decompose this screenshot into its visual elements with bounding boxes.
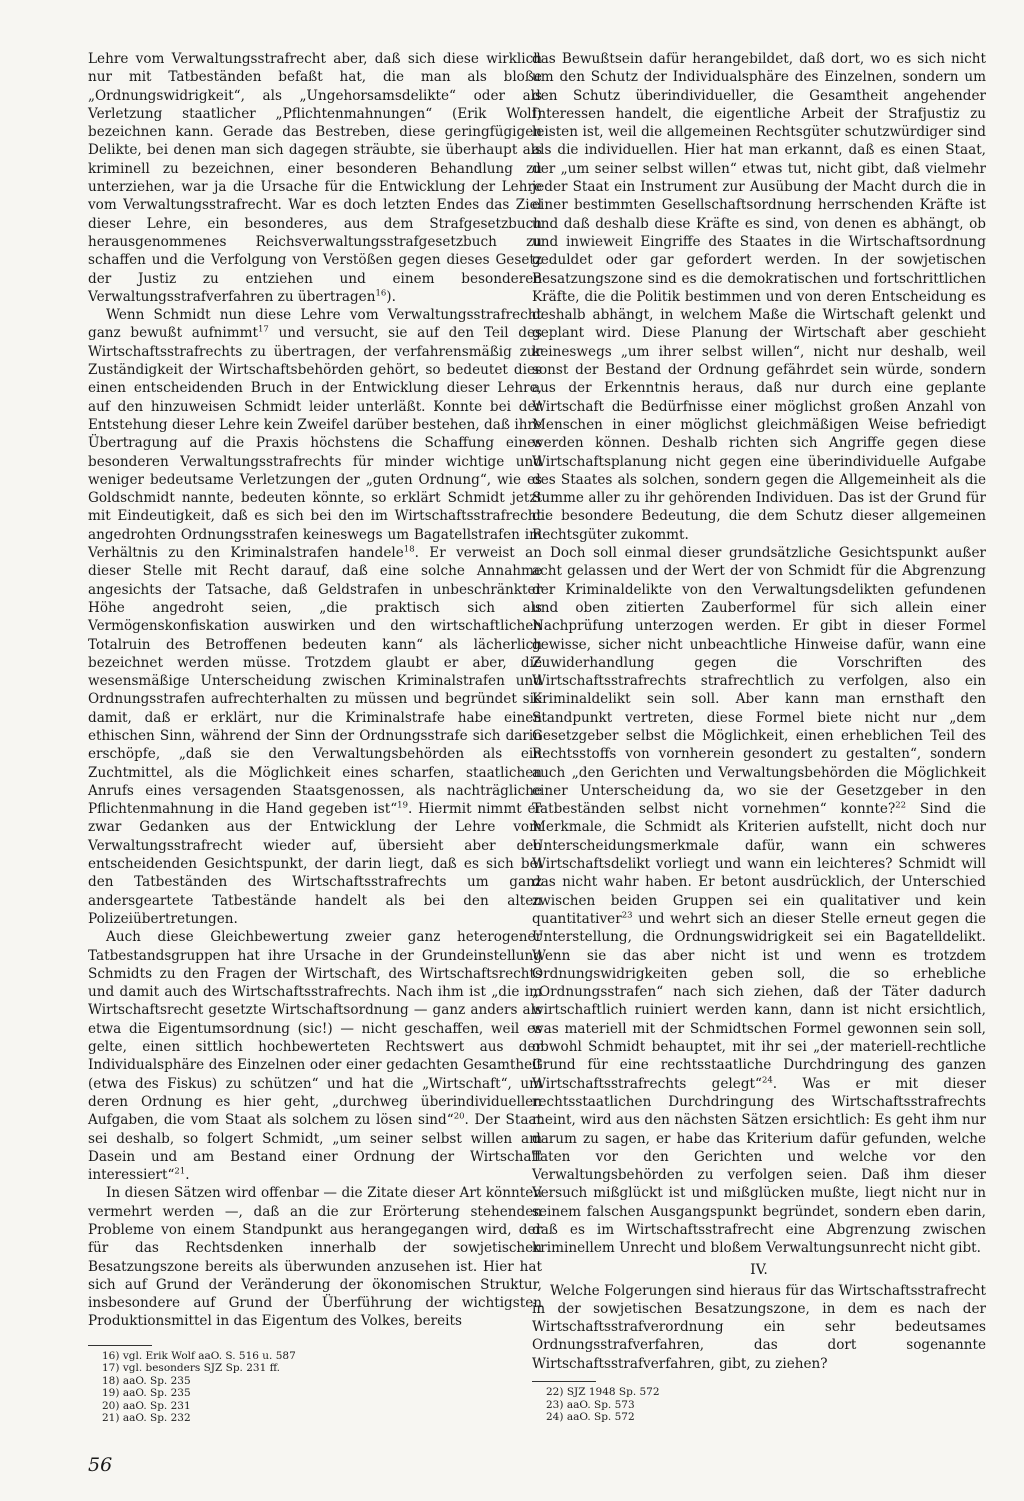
footnote-marker: 16 — [375, 288, 387, 299]
paragraph-text: . Was er mit dieser rechtsstaatlichen Durchdringung des Wirtschaftsstrafrechts meint, wird aus den nächsten Sätzen ersichtlich: Es geht ihm nur darum zu sagen, er habe das Kriterium dafür gefunden, welche Taten vor den Gerichten und welche vor den Verwaltungsbehörden zu verfolgen seien. Daß ihm dieser Versuch mißglückt ist und mißglücken mußte, liegt nicht nur in seinem falschen Ausgangspunkt begründet, sondern eben darin, daß es im Wirtschaftsstrafrecht eine Abgrenzung zwischen kriminellem Unrecht und bloßem Verwaltungsunrecht nicht gibt. — [532, 1075, 986, 1257]
paragraph-text: und wehrt sich an dieser Stelle erneut gegen die Unterstellung, die Ordnungswidrigkeit sei ein Bagatelldelikt. Wenn sie das aber nicht ist und wenn es trotzdem Ordnungswidrigkeiten geben soll, die so erhebliche „Ordnungsstrafen“ nach sich ziehen, daß der Täter dadurch wirtschaftlich ruiniert werden kann, dann ist nicht ersichtlich, was materiell mit der Schmidtschen Formel gewonnen sein soll, obwohl Schmidt behauptet, mit ihr sei „der materiell-rechtliche Grund für eine rechtsstaatliche Durchdringung des ganzen Wirtschaftsstrafrechts gelegt“ — [532, 910, 986, 1092]
paragraph-text: Wenn Schmidt nun diese Lehre vom Verwaltungsstrafrecht ganz bewußt aufnimmt — [88, 307, 542, 342]
footnote-number: 20) — [102, 1399, 120, 1412]
paragraph — [88, 306, 542, 928]
footnote-marker: 20 — [453, 1111, 465, 1122]
paragraph-text: Auch diese Gleichbewertung zweier ganz heterogener Tatbestandsgruppen hat ihre Ursache in der Grundeinstellung Schmidts zu den Fragen der Wirtschaft, des Wirtschaftsrechts und damit auch des Wirtschaftsstrafrechts. Nach ihm ist „die im Wirtschaftsrecht gesetzte Wirtschaftsordnung — ganz anders als etwa die Eigentumsordnung (sic!) — nicht geschaffen, weil es gelte, einen sittlich hochbewerteten Rechtswert aus der Individualsphäre des Einzelnen oder einer gedachten Gesamtheit (etwa des Fiskus) zu schützen“ und hat die „Wirtschaft“, um deren Ordnung es hier geht, „durchweg überindividuellen Aufgaben, die vom Staat als solchem zu lösen sind“ — [88, 929, 542, 1129]
paragraph — [88, 928, 542, 1184]
footnote-text: aaO. Sp. 235 — [122, 1374, 191, 1387]
footnote-number: 21) — [102, 1412, 120, 1425]
footnote-text: aaO. Sp. 572 — [566, 1411, 635, 1424]
footnote-number: 24) — [546, 1411, 564, 1424]
right-body — [532, 50, 986, 1258]
paragraph-text: . — [185, 1167, 190, 1184]
paragraph-text: . Er verweist an dieser Stelle mit Recht darauf, daß eine solche Annahme angesichts der Tatsache, daß Geldstrafen in unbeschränkter Höhe angedroht seien, „die praktisch sich als Vermögenskonfiskation auswirken und den wirtschaftlichen Totalruin des Betroffenen bedeuten kann“ als lächerlich bezeichnet werden müsse. Trotzdem glaubt er aber, die wesensmäßige Unterscheidung zwischen Kriminalstrafen und Ordnungsstrafen aufrechterhalten zu müssen und begründet sie damit, daß er erklärt, nur die Kriminalstrafe habe einen ethischen Sinn, während der Sinn der Ordnungsstrafe sich darin erschöpfe, „daß sie den Verwaltungsbehörden als ein Zuchtmittel, als die Möglichkeit eines scharfen, staatlichen Anrufs eines versagenden Staatsgenossen, als nachträgliche Pflichtenmahnung in die Hand gegeben ist“ — [88, 545, 542, 818]
footnote-text: aaO. Sp. 232 — [122, 1412, 191, 1425]
right-column — [532, 50, 986, 1424]
footnote-text: aaO. Sp. 235 — [122, 1387, 191, 1400]
footnote — [88, 1412, 542, 1425]
paragraph — [88, 50, 542, 306]
paragraph-text: ). — [386, 288, 396, 305]
footnote-marker: 18 — [403, 544, 415, 555]
paragraph — [532, 544, 986, 1258]
paragraph-text: In diesen Sätzen wird offenbar — die Zitate dieser Art könnten vermehrt werden —, daß an die zur Erörterung stehenden Probleme von einem Standpunkt aus herangegangen wird, der für das Rechtsdenken innerhalb der sowjetischen Besatzungszone bereits als überwunden anzusehen ist. Hier hat sich auf Grund der Veränderung der ökonomischen Struktur, insbesondere auf Grund der Überführung der wichtigsten Produktionsmittel in das Eigentum des Volkes, bereits — [88, 1185, 542, 1330]
footnote-number: 19) — [102, 1387, 120, 1400]
footnote-rule — [532, 1381, 596, 1382]
paragraph-text: . Der Staat sei deshalb, so folgert Schmidt, „um seiner selbst willen am Dasein und am Bestand einer Ordnung der Wirtschaft interessiert“ — [88, 1112, 542, 1184]
paragraph-text: das Bewußtsein dafür herangebildet, daß dort, wo es sich nicht um den Schutz der Individualsphäre des Einzelnen, sondern um den Schutz überindividueller, die Gesamtheit angehender Interessen handelt, die eigentliche Arbeit der Strafjustiz zu leisten ist, weil die allgemeinen Rechtsgüter schutzwürdiger sind als die individuellen. Hier hat man erkannt, daß es einen Staat, der „um seiner selbst willen“ etwas tut, nicht gibt, daß vielmehr jeder Staat ein Instrument zur Ausübung der Macht durch die in einer bestimmten Gesellschaftsordnung herrschenden Kräfte ist und daß deshalb diese Kräfte es sind, von denen es abhängt, ob und inwieweit Eingriffe des Staates in die Wirtschaftsordnung geduldet oder gar gefordert werden. In der sowjetischen Besatzungszone sind es die demokratischen und fortschrittlichen Kräfte, die die Politik bestimmen und von deren Entscheidung es deshalb abhängt, in welchem Maße die Wirtschaft gelenkt und geplant wird. Diese Planung der Wirtschaft aber geschieht keineswegs „um ihrer selbst willen“, nicht nur deshalb, weil sonst der Bestand der Ordnung gefährdet sein würde, sondern aus der Erkenntnis heraus, daß nur durch eine geplante Wirtschaft die Bedürfnisse einer möglichst großen Anzahl von Menschen in einer möglichst gleichmäßigen Weise befriedigt werden können. Deshalb richten sich Angriffe gegen diese Wirtschaftsplanung nicht gegen eine überindividuelle Aufgabe des Staates als solchen, sondern gegen die Allgemeinheit als die Summe aller zu ihr gehörenden Individuen. Das ist der Grund für die besondere Bedeutung, die dem Schutz dieser allgemeinen Rechtsgüter zukommt. — [532, 51, 986, 543]
footnote-rule — [88, 1345, 152, 1346]
right-body-after-heading — [532, 1282, 986, 1373]
footnote-marker: 22 — [895, 800, 907, 811]
footnote — [88, 1350, 542, 1363]
paragraph-text: . Hiermit nimmt er zwar Gedanken aus der Entwicklung der Lehre vom Verwaltungsstrafrecht wieder auf, übersieht aber den entscheidenden Gesichtspunkt, der darin liegt, daß es sich bei den Tatbeständen des Wirtschaftsstrafrechts um ganz andersgeartete Tatbestände handelt als bei den alten Polizeiübertretungen. — [88, 801, 543, 927]
footnote-marker: 19 — [397, 800, 408, 811]
footnote-number: 18) — [102, 1374, 120, 1387]
footnote-number: 16) — [102, 1349, 120, 1362]
footnote-marker: 21 — [174, 1166, 186, 1177]
footnote — [88, 1400, 542, 1413]
page-number: 56 — [88, 1454, 113, 1476]
footnote — [88, 1362, 542, 1375]
footnote-marker: 24 — [761, 1075, 773, 1086]
footnote — [88, 1375, 542, 1388]
paragraph-text: Welche Folgerungen sind hieraus für das Wirtschaftsstrafrecht in der sowjetischen Besatzungszone, in dem es nach der Wirtschaftsstrafverordnung ein sehr bedeutsames Ordnungsstrafverfahren, das dort sogenannte Wirtschaftsstrafverfahren, gibt, zu ziehen? — [532, 1282, 986, 1372]
left-column — [88, 50, 542, 1425]
footnote-marker: 23 — [621, 910, 633, 921]
footnote — [532, 1411, 986, 1424]
footnote-number: 23) — [546, 1398, 564, 1411]
paragraph — [532, 1282, 986, 1373]
footnote-text: aaO. Sp. 573 — [566, 1398, 635, 1411]
footnote — [532, 1399, 986, 1412]
paragraph-text: Doch soll einmal dieser grundsätzliche Gesichtspunkt außer acht gelassen und der Wert der von Schmidt für die Abgrenzung der Kriminaldelikte von den Verwaltungsdelikten gefundenen und oben zitierten Zauberformel für sich allein einer Nachprüfung unterzogen werden. Er gibt in dieser Formel gewisse, sicher nicht unbeachtliche Hinweise dafür, wann eine Zuwiderhandlung gegen die Vorschriften des Wirtschaftsstrafrechts strafrechtlich zu verfolgen, also ein Kriminaldelikt sein soll. Aber kann man ernsthaft den Standpunkt vertreten, diese Formel biete nicht nur „dem Gesetzgeber selbst die Möglichkeit, einen erheblichen Teil des Rechtsstoffs von vornherein gesondert zu gestalten“, sondern auch „den Gerichten und Verwaltungsbehörden die Möglichkeit einer Unterscheidung da, wo sie der Gesetzgeber in den Tatbeständen selbst nicht vornehmen“ konnte? — [532, 545, 986, 818]
paragraph-text: Sind die Merkmale, die Schmidt als Kriterien aufstellt, nicht doch nur Unterscheidungsmerkmale dafür, wann ein schweres Wirtschaftsdelikt vorliegt und wann ein leichteres? Schmidt will das nicht wahr haben. Er betont ausdrücklich, der Unterschied zwischen beiden Gruppen sei ein qualitativer und kein quantitativer — [532, 801, 986, 927]
paragraph — [88, 1184, 542, 1330]
footnote-number: 17) — [102, 1362, 120, 1375]
left-body — [88, 50, 542, 1331]
right-footnotes — [532, 1386, 986, 1424]
footnote — [88, 1387, 542, 1400]
paragraph-text: Lehre vom Verwaltungsstrafrecht aber, daß sich diese wirklich nur mit Tatbeständen befaßt hat, die man als bloße „Ordnungswidrigkeit“, als „Ungehorsamsdelikte“ oder als Verletzung staatlicher „Pflichtenmahnungen“ (Erik Wolf) bezeichnen kann. Gerade das Bestreben, diese geringfügigen Delikte, bei denen man sich dagegen sträubte, sie überhaupt als kriminell zu bezeichnen, einer besonderen Behandlung zu unterziehen, war ja die Ursache für die Entwicklung der Lehre vom Verwaltungsstrafrecht. War es doch letzten Endes das Ziel dieser Lehre, ein besonderes, aus dem Strafgesetzbuch herausgenommenes Reichsverwaltungsstrafgesetzbuch zu schaffen und die Verfolgung von Verstößen gegen dieses Gesetz der Justiz zu entziehen und einem besonderen Verwaltungsstrafverfahren zu übertragen — [88, 51, 542, 305]
footnote-text: SJZ 1948 Sp. 572 — [566, 1386, 660, 1399]
footnote-number: 22) — [546, 1386, 564, 1399]
section-heading: IV. — [750, 1261, 768, 1278]
paragraph — [532, 50, 986, 544]
footnote-text: vgl. Erik Wolf aaO. S. 516 u. 587 — [122, 1349, 296, 1362]
footnote — [532, 1386, 986, 1399]
left-footnotes — [88, 1350, 542, 1425]
footnote-text: vgl. besonders SJZ Sp. 231 ff. — [122, 1362, 281, 1375]
footnote-text: aaO. Sp. 231 — [122, 1399, 191, 1412]
paragraph-text: und versucht, sie auf den Teil des Wirtschaftsstrafrechts zu übertragen, der verfahrensmäßig zur Zuständigkeit der Wirtschaftsbehörden gehört, so bedeutet dies einen entscheidenden Bruch in der Entwicklung dieser Lehre, auf den hinzuweisen Schmidt leider unterläßt. Konnte bei der Entstehung dieser Lehre kein Zweifel darüber bestehen, daß ihre Übertragung auf die Praxis höchstens die Schaffung eines besonderen Verwaltungsstrafrechts für minder wichtige und weniger bedeutsame Verletzungen der „guten Ordnung“, wie es Goldschmidt nannte, bedeuten könnte, so erklärt Schmidt jetzt mit Eindeutigkeit, daß es sich bei den im Wirtschaftsstrafrecht angedrohten Ordnungsstrafen keineswegs um Bagatellstrafen im Verhältnis zu den Kriminalstrafen handele — [88, 325, 542, 562]
footnote-marker: 17 — [257, 324, 269, 335]
